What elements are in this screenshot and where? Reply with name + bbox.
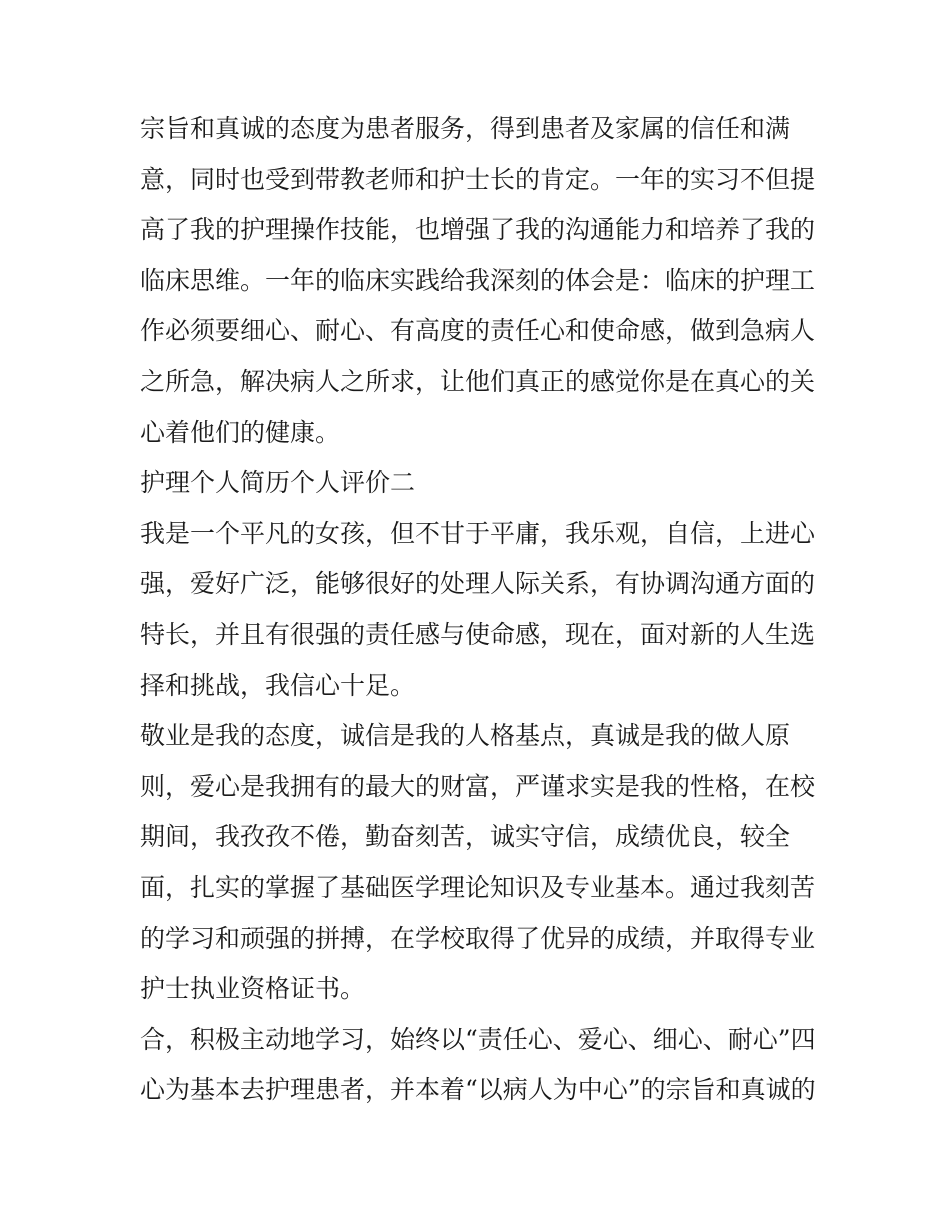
text-line: 心着他们的健康。 [140, 417, 341, 447]
text-line: 合，积极主动地学习，始终以“责任心、爱心、细心、耐心”四 [140, 1024, 816, 1054]
text-line: 面，扎实的掌握了基础医学理论知识及专业基本。通过我刻苦 [140, 872, 816, 902]
text-line: 意，同时也受到带教老师和护士长的肯定。一年的实习不但提 [140, 164, 816, 194]
section-heading: 护理个人简历个人评价二 [140, 468, 416, 498]
text-line: 期间，我孜孜不倦，勤奋刻苦，诚实守信，成绩优良，较全 [140, 822, 791, 852]
text-line: 心为基本去护理患者，并本着“以病人为中心”的宗旨和真诚的 [140, 1075, 816, 1105]
text-line: 护士执业资格证书。 [140, 974, 366, 1004]
text-line: 敬业是我的态度，诚信是我的人格基点，真诚是我的做人原 [140, 721, 791, 751]
text-line: 的学习和顽强的拼搏，在学校取得了优异的成绩，并取得专业 [140, 923, 816, 953]
text-line: 强，爱好广泛，能够很好的处理人际关系，有协调沟通方面的 [140, 569, 816, 599]
text-line: 我是一个平凡的女孩，但不甘于平庸，我乐观，自信，上进心 [140, 518, 816, 548]
text-line: 高了我的护理操作技能，也增强了我的沟通能力和培养了我的 [140, 215, 816, 245]
text-line: 临床思维。一年的临床实践给我深刻的体会是：临床的护理工 [140, 265, 816, 295]
text-line: 则，爱心是我拥有的最大的财富，严谨求实是我的性格，在校 [140, 771, 816, 801]
text-line: 宗旨和真诚的态度为患者服务，得到患者及家属的信任和满 [140, 114, 791, 143]
text-line: 作必须要细心、耐心、有高度的责任心和使命感，做到急病人 [140, 316, 816, 346]
text-line: 择和挑战，我信心十足。 [140, 670, 416, 700]
document-body [140, 104, 820, 1116]
text-line: 之所急，解决病人之所求，让他们真正的感觉你是在真心的关 [140, 366, 816, 396]
text-line: 特长，并且有很强的责任感与使命感，现在，面对新的人生选 [140, 619, 816, 649]
